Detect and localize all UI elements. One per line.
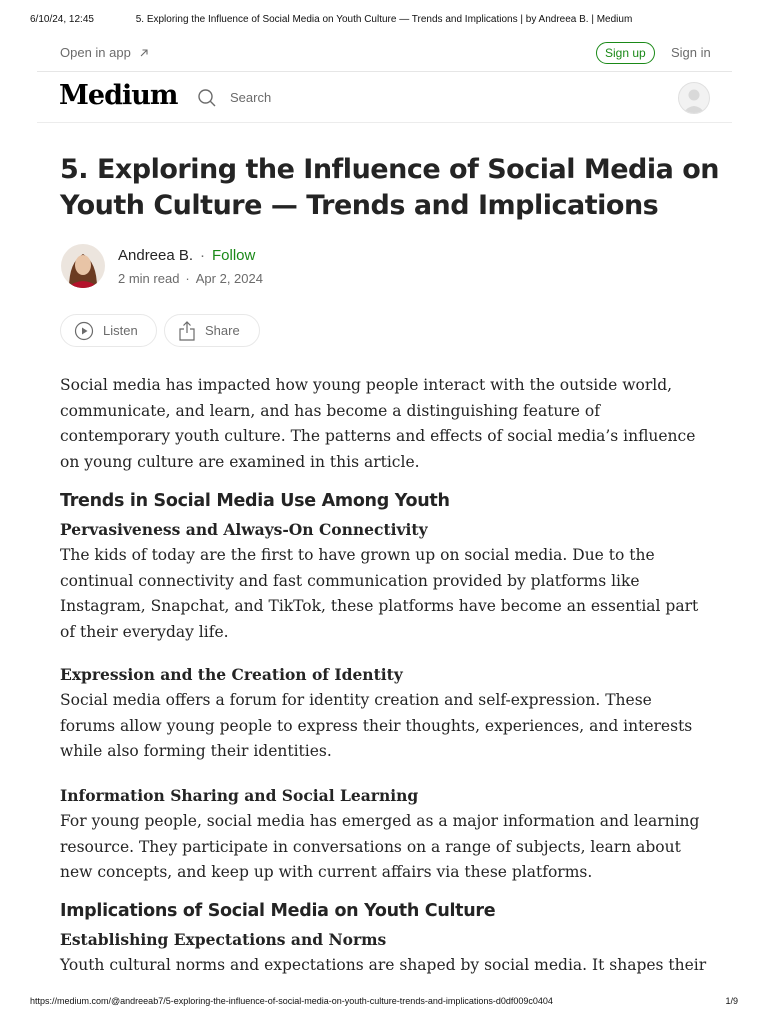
print-page-number: 1/9 (725, 996, 738, 1006)
paragraph-information: For young people, social media has emerged as a major information and learning resource. They participate in conversations on a range of subjects, learn about new concepts, and keep up with current affairs via these platforms. (60, 812, 700, 882)
subheading-identity: Expression and the Creation of Identity (60, 665, 403, 684)
open-in-app-link[interactable] (60, 45, 149, 60)
section-heading-implications: Implications of Social Media on Youth Culture (60, 901, 496, 921)
listen-label: Listen (103, 323, 138, 338)
external-arrow-icon (139, 48, 149, 58)
top-bar (37, 36, 732, 72)
article-title: 5. Exploring the Influence of Social Media on Youth Culture — Trends and Implications (60, 154, 720, 221)
paragraph-pervasiveness: The kids of today are the first to have grown up on social media. Due to the continual connectivity and fast communication provided by platforms like Instagram, Snapchat, and TikTok, these platforms have become an essential part of their everyday life. (60, 546, 699, 641)
play-icon (74, 321, 94, 341)
meta-separator: · (185, 271, 190, 286)
share-label: Share (205, 323, 240, 338)
user-avatar-icon[interactable] (678, 82, 710, 114)
sign-in-link[interactable]: Sign in (671, 45, 711, 60)
medium-logo[interactable]: Medium (59, 80, 178, 111)
subheading-pervasiveness: Pervasiveness and Always-On Connectivity (60, 520, 428, 539)
open-in-app-label: Open in app (60, 45, 131, 60)
print-footer (0, 996, 768, 1010)
search-input[interactable]: Search (230, 90, 272, 105)
print-header (0, 14, 768, 30)
search-icon[interactable] (197, 88, 217, 108)
section-heading-trends: Trends in Social Media Use Among Youth (60, 491, 450, 511)
print-datetime: 6/10/24, 12:45 (30, 14, 94, 25)
intro-paragraph: Social media has impacted how young people interact with the outside world, communicate, and learn, and has become a distinguishing feature of contemporary youth culture. The patterns and effects of social media’s influence on young culture are examined in this article. (60, 376, 696, 471)
print-url: https://medium.com/@andreeab7/5-exploring-the-influence-of-social-media-on-youth-culture-trends-and-implications-d0df009c0404 (30, 996, 553, 1006)
sign-up-button[interactable]: Sign up (596, 42, 655, 64)
listen-button[interactable] (60, 314, 157, 347)
subheading-information: Information Sharing and Social Learning (60, 786, 419, 805)
read-time: 2 min read (118, 271, 180, 286)
paragraph-identity: Social media offers a forum for identity creation and self-expression. These forums allow young people to express their thoughts, experiences, and interests while also forming their identities. (60, 691, 693, 761)
follow-button[interactable]: Follow (212, 247, 256, 264)
publish-date: Apr 2, 2024 (195, 271, 263, 286)
author-separator: · (200, 247, 205, 264)
paragraph-norms: Youth cultural norms and expectations are shaped by social media. It shapes their (60, 956, 707, 974)
share-icon (178, 321, 196, 341)
share-button[interactable] (164, 314, 260, 347)
print-doc-title: 5. Exploring the Influence of Social Media on Youth Culture — Trends and Implications | by Andreea B. | Medium (135, 14, 633, 25)
article-meta (118, 271, 263, 286)
subheading-norms: Establishing Expectations and Norms (60, 930, 387, 949)
author-avatar[interactable] (61, 244, 105, 288)
nav-bar (37, 72, 732, 123)
author-name[interactable]: Andreea B. (118, 247, 194, 264)
